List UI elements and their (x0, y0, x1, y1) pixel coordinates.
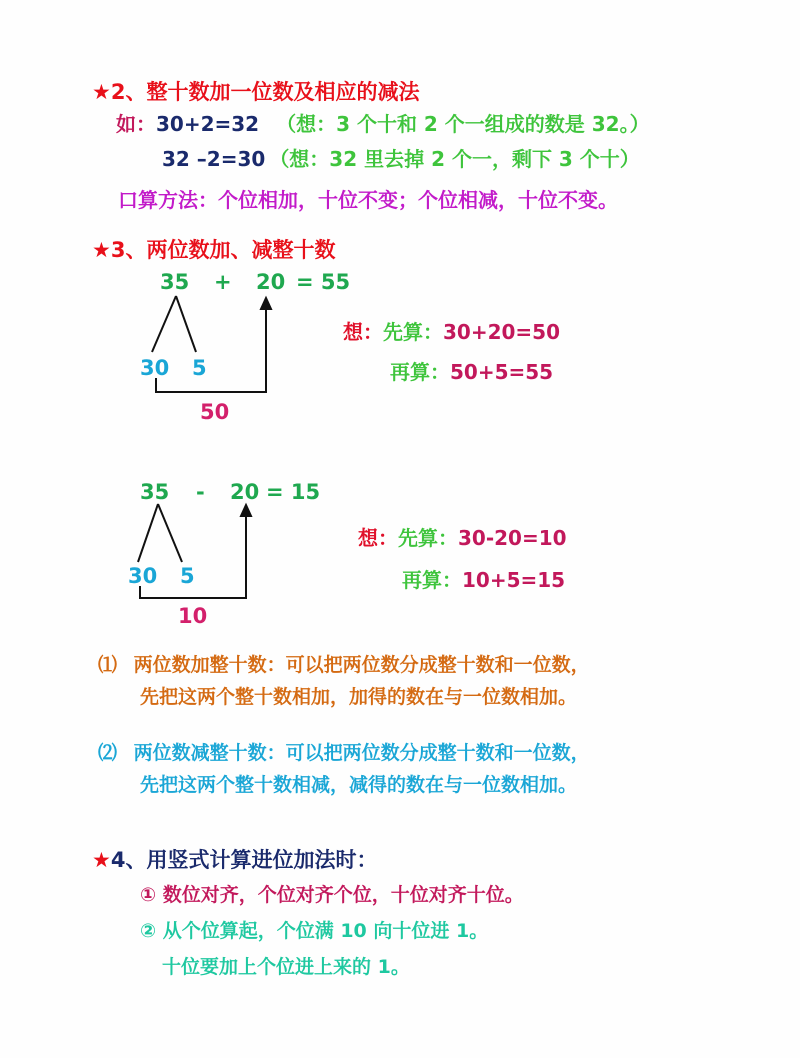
rule-2-text-1: 两位数减整十数：可以把两位数分成整十数和一位数， (133, 742, 590, 764)
step-2-label: 再算： (402, 568, 462, 592)
sub-operator: - (196, 480, 205, 504)
add-result: = 55 (296, 270, 351, 294)
think-label: 想： (358, 526, 398, 550)
example-2-equation: 32 –2=30 (162, 147, 266, 171)
step-2-equation: 10+5=15 (462, 568, 566, 592)
rule-2-marker: ⑵ (98, 742, 118, 764)
rule-2-line-1 (98, 738, 590, 765)
sub-result: = 15 (266, 480, 321, 504)
sub-partial-difference: 10 (178, 604, 208, 628)
sub-bracket (140, 512, 246, 598)
section-4-heading (92, 844, 377, 874)
rule-1-marker: ⑴ (98, 654, 118, 676)
add-operand-a: 35 (160, 270, 190, 294)
step-1-label: 先算： (398, 526, 458, 550)
example-1-note: （想：3 个十和 2 个一组成的数是 32。） (276, 112, 650, 136)
add-bracket (156, 304, 266, 392)
add-partial-sum: 50 (200, 400, 230, 424)
star-icon: ★ (92, 80, 111, 104)
think-label: 想： (343, 320, 383, 344)
vertical-rule-1: ① 数位对齐，个位对齐个位，十位对齐十位。 (140, 884, 524, 906)
add-split-tens: 30 (140, 356, 170, 380)
star-icon: ★ (92, 848, 111, 872)
section-3-title: 3、两位数加、减整十数 (110, 238, 336, 262)
step-1-equation: 30+20=50 (443, 320, 561, 344)
add-arrow-head (261, 298, 271, 309)
vertical-rule-2-continued: 十位要加上个位进上来的 1。 (162, 956, 410, 978)
sub-operand-b: 20 (230, 480, 260, 504)
step-2-label: 再算： (390, 360, 450, 384)
section-4-title: 4、用竖式计算进位加法时： (110, 848, 378, 872)
sub-split-line-left (138, 504, 158, 562)
example-1-equation: 30+2=32 (156, 112, 260, 136)
add-split-line-right (176, 296, 196, 352)
sub-split-tens: 30 (128, 564, 158, 588)
add-operand-b: 20 (256, 270, 286, 294)
rule-1-text-1: 两位数加整十数：可以把两位数分成整十数和一位数， (133, 654, 590, 676)
sub-arrow-head (241, 505, 251, 516)
section-2-title: 2、整十数加一位数及相应的减法 (110, 80, 420, 104)
vertical-rule-2: ② 从个位算起，个位满 10 向十位进 1。 (140, 920, 489, 942)
step-1-label: 先算： (383, 320, 443, 344)
sub-operand-a: 35 (140, 480, 170, 504)
rule-2-line-2: 先把这两个整十数相减，减得的数在与一位数相加。 (140, 774, 578, 796)
rule-1-line-2: 先把这两个整十数相加，加得的数在与一位数相加。 (140, 686, 578, 708)
star-icon: ★ (92, 238, 111, 262)
mental-method: 口算方法：个位相加，十位不变；个位相减，十位不变。 (118, 188, 618, 212)
add-operator: + (214, 270, 232, 294)
sub-split-ones: 5 (180, 564, 195, 588)
step-2-equation: 50+5=55 (450, 360, 554, 384)
add-split-line-left (152, 296, 176, 352)
step-1-equation: 30-20=10 (458, 526, 567, 550)
example-2-note: （想：32 里去掉 2 个一，剩下 3 个十） (269, 147, 640, 171)
sub-split-line-right (158, 504, 182, 562)
add-split-ones: 5 (192, 356, 207, 380)
rule-1-line-1 (98, 650, 590, 677)
example-label: 如： (116, 112, 156, 136)
